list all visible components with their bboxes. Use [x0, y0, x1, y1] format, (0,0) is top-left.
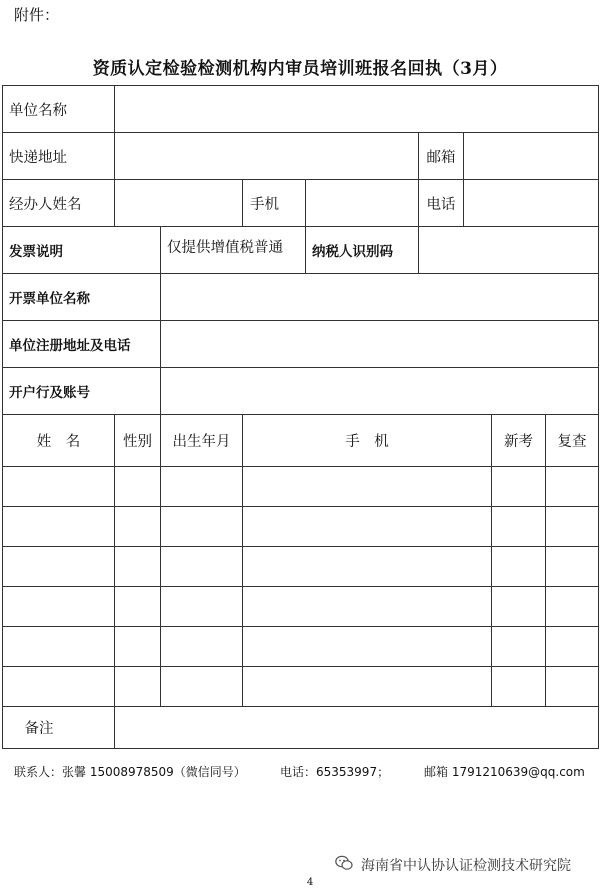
col-header-new-exam: 新考	[504, 434, 533, 450]
handler-label: 经办人姓名	[9, 196, 82, 213]
bank-account-field[interactable]	[161, 368, 598, 414]
handler-name-field[interactable]	[115, 180, 242, 226]
table-row[interactable]	[3, 467, 598, 506]
postcode-label: 邮箱	[426, 149, 456, 166]
contact-person: 联系人：张馨 15008978509（微信同号）	[14, 765, 246, 779]
wechat-watermark	[335, 855, 571, 875]
reg-address-label: 单位注册地址及电话	[9, 338, 131, 354]
taxpayer-id-label: 纳税人识别码	[312, 244, 393, 260]
unit-name-field[interactable]	[115, 86, 598, 132]
watermark-text: 海南省中认协认证检测技术研究院	[361, 858, 571, 874]
mobile-field[interactable]	[306, 180, 418, 226]
invoice-label: 发票说明	[9, 244, 63, 260]
wechat-icon	[335, 855, 361, 875]
mobile-label: 手机	[250, 196, 279, 213]
col-header-review: 复查	[557, 434, 587, 450]
table-row[interactable]	[3, 507, 598, 546]
attachment-label: 附件：	[14, 6, 60, 24]
col-header-mobile: 手 机	[345, 434, 389, 450]
postcode-field[interactable]	[464, 133, 598, 179]
contact-phone: 电话：65353997；	[280, 765, 390, 779]
taxpayer-id-field[interactable]	[419, 227, 598, 273]
contact-email: 邮箱 1791210639@qq.com	[424, 765, 585, 779]
table-row[interactable]	[3, 667, 598, 706]
remarks-field[interactable]	[115, 707, 598, 748]
bank-account-label: 开户行及账号	[9, 385, 90, 401]
phone-label: 电话	[426, 196, 456, 213]
col-header-gender: 性别	[123, 434, 152, 450]
remarks-label: 备注	[24, 721, 54, 737]
invoice-type-value: 仅提供增值税普通	[167, 239, 283, 256]
address-label: 快递地址	[9, 149, 67, 166]
col-header-name: 姓 名	[36, 434, 81, 450]
phone-field[interactable]	[464, 180, 598, 226]
address-field[interactable]	[115, 133, 418, 179]
reg-address-field[interactable]	[161, 321, 598, 367]
invoice-unit-label: 开票单位名称	[9, 291, 90, 307]
invoice-unit-field[interactable]	[161, 274, 598, 320]
unit-name-label: 单位名称	[9, 102, 67, 119]
col-header-birth: 出生年月	[172, 434, 231, 450]
table-row[interactable]	[3, 587, 598, 626]
page-number: 4	[306, 877, 314, 888]
table-row[interactable]	[3, 627, 598, 666]
table-row[interactable]	[3, 547, 598, 586]
page-title: 资质认定检验检测机构内审员培训班报名回执（3月）	[92, 59, 508, 79]
